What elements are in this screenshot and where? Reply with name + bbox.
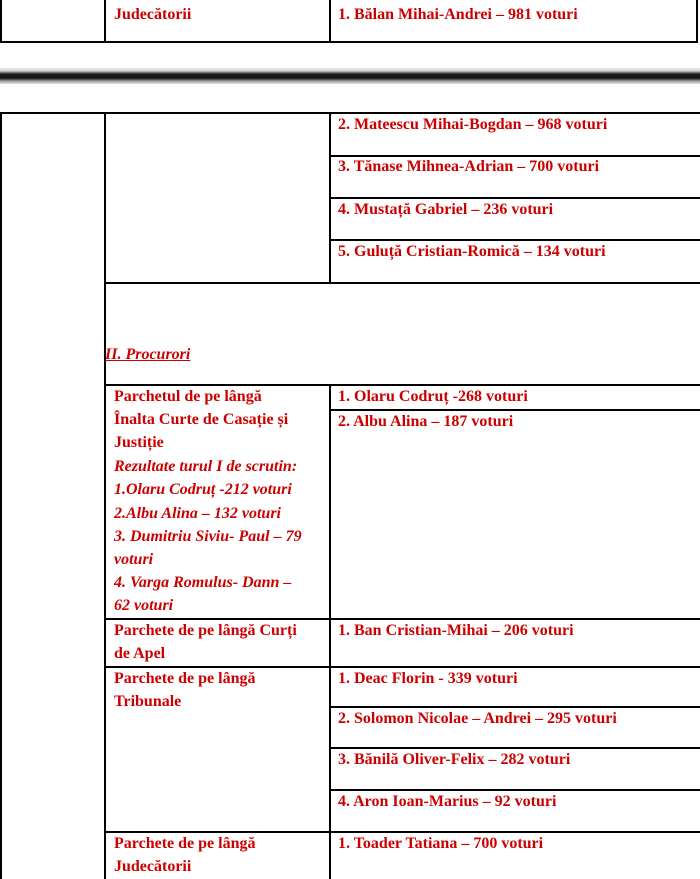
page-separator <box>0 68 700 84</box>
candidate-entry: 1. Olaru Codruț -268 voturi <box>338 388 528 405</box>
round1-result-line: 2.Albu Alina – 132 voturi <box>114 505 281 522</box>
round1-result-line: 3. Dumitriu Siviu- Paul – 79 <box>114 528 302 545</box>
section-heading-procurori: II. Procurori <box>105 346 191 363</box>
round1-result-line: 62 voturi <box>114 597 174 614</box>
table-border <box>0 41 698 43</box>
candidate-entry: 5. Guluță Cristian-Romică – 134 voturi <box>338 243 606 260</box>
candidate-entry: 1. Ban Cristian-Mihai – 206 voturi <box>338 622 574 639</box>
category-piccj-line: Înalta Curte de Casație și <box>114 411 289 428</box>
candidate-entry: 1. Deac Florin - 339 voturi <box>338 670 518 687</box>
category-tribunale-line: Parchete de pe lângă <box>114 670 256 687</box>
category-tribunale-line: Tribunale <box>114 693 182 710</box>
category-piccj-line: Justiție <box>114 434 164 451</box>
candidate-entry: 2. Mateescu Mihai-Bogdan – 968 voturi <box>338 116 608 133</box>
candidate-entry: 3. Bănilă Oliver-Felix – 282 voturi <box>338 751 571 768</box>
table-border <box>104 112 106 879</box>
candidate-entry: 4. Mustață Gabriel – 236 voturi <box>338 201 554 218</box>
candidate-entry: 2. Albu Alina – 187 voturi <box>338 413 514 430</box>
candidate-entry: 4. Aron Ioan-Marius – 92 voturi <box>338 793 557 810</box>
table-border <box>696 0 698 43</box>
category-judecatorii-line: Judecătorii <box>114 858 192 875</box>
category-judecatorii-line: Parchete de pe lângă <box>114 835 256 852</box>
table-border <box>329 385 331 879</box>
candidate-entry: 1. Bălan Mihai-Andrei – 981 voturi <box>338 6 578 23</box>
candidate-entry: 2. Solomon Nicolae – Andrei – 295 voturi <box>338 710 617 727</box>
candidate-entry: 1. Toader Tatiana – 700 voturi <box>338 835 544 852</box>
table-border <box>104 0 106 43</box>
round1-result-line: 4. Varga Romulus- Dann – <box>114 574 292 591</box>
table-border <box>0 112 2 879</box>
category-piccj-line: Parchetul de pe lângă <box>114 388 262 405</box>
candidate-entry: 3. Tănase Mihnea-Adrian – 700 voturi <box>338 158 600 175</box>
round1-result-line: voturi <box>114 551 154 568</box>
category-curti-apel-line: de Apel <box>114 645 166 662</box>
category-judecatorii: Judecătorii <box>114 6 192 23</box>
table-border <box>329 0 331 43</box>
category-curti-apel-line: Parchete de pe lângă Curți <box>114 622 297 639</box>
round1-results-title: Rezultate turul I de scrutin: <box>114 458 298 475</box>
table-border <box>0 0 2 43</box>
table-border <box>104 282 700 284</box>
round1-result-line: 1.Olaru Codruț -212 voturi <box>114 481 292 498</box>
